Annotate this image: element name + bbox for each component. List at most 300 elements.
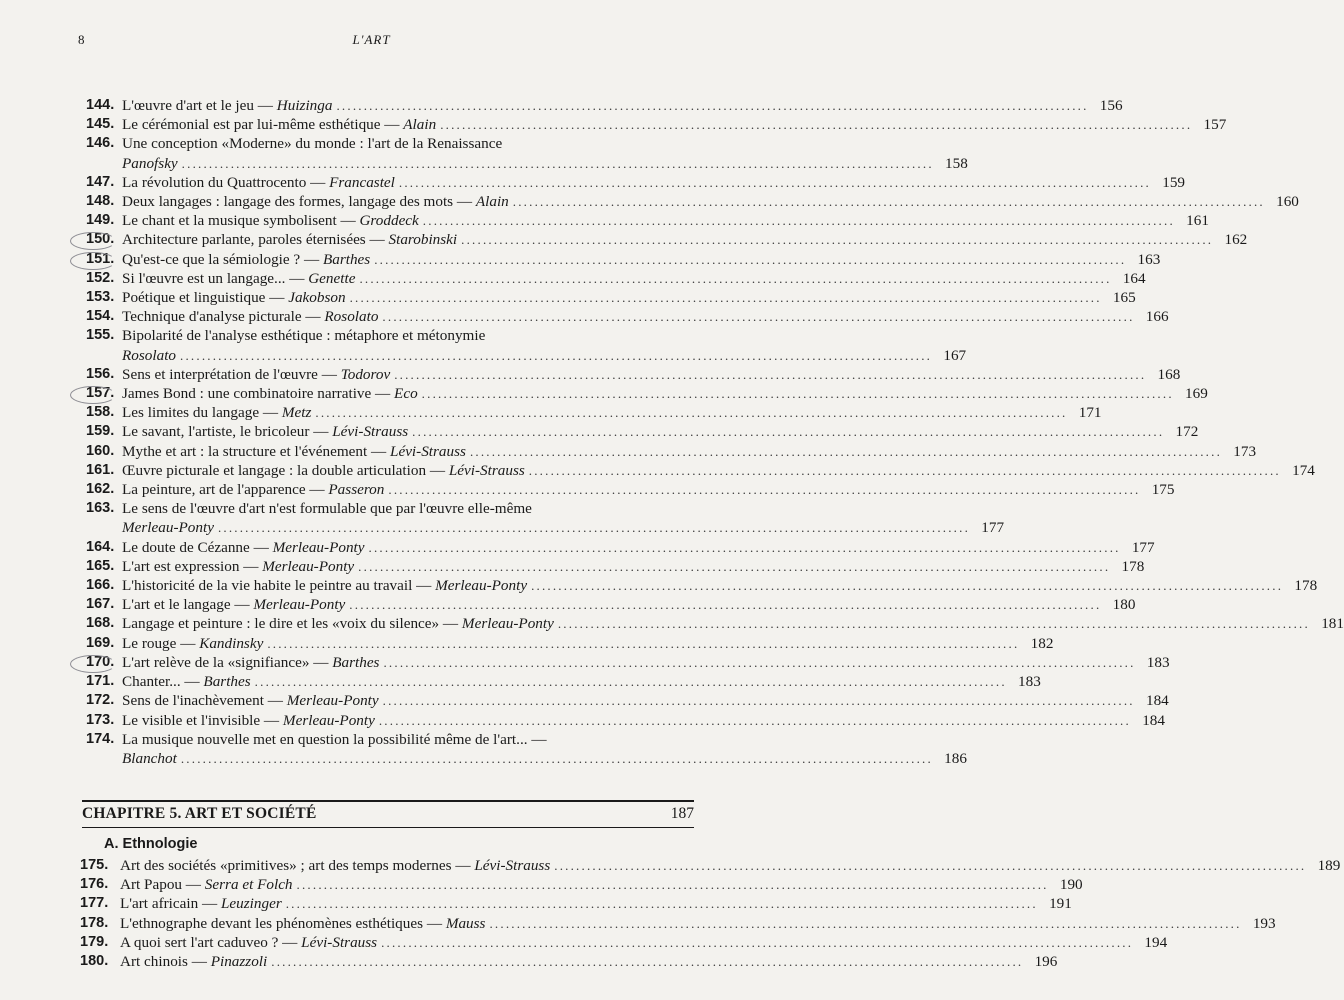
entry-page-number: 158 bbox=[945, 154, 968, 172]
entry-page-number: 180 bbox=[1112, 596, 1136, 614]
toc-entry bbox=[86, 595, 1136, 614]
entry-title bbox=[122, 365, 390, 384]
entry-body bbox=[122, 634, 1054, 653]
entry-author: Rosolato bbox=[324, 308, 379, 326]
dot-leader: .......................................................................................................................................... bbox=[285, 896, 1038, 912]
toc-entry bbox=[80, 933, 1168, 952]
toc-entry bbox=[86, 634, 1054, 653]
entry-body bbox=[120, 914, 1276, 933]
entry-number: 179. bbox=[80, 933, 109, 950]
toc-entry bbox=[86, 730, 967, 768]
entry-page-number: 178 bbox=[1294, 577, 1318, 595]
entry-page-number: 194 bbox=[1144, 933, 1168, 951]
entry-author: Serra et Folch bbox=[204, 876, 293, 894]
entry-body bbox=[122, 557, 1145, 576]
entry-title-text: Le visible et l'invisible — bbox=[122, 711, 283, 729]
entry-page-number: 177 bbox=[1131, 538, 1155, 556]
entry-body bbox=[120, 933, 1168, 952]
entry-line bbox=[122, 346, 967, 365]
entry-body bbox=[122, 384, 1208, 403]
entry-author: Barthes bbox=[203, 673, 251, 691]
entry-body bbox=[122, 691, 1169, 710]
entry-number: 167. bbox=[86, 596, 115, 613]
entry-page-number: 186 bbox=[944, 749, 967, 767]
entry-line bbox=[122, 499, 694, 518]
entry-title bbox=[122, 711, 375, 730]
dot-leader: .......................................................................................................................................... bbox=[180, 750, 933, 766]
entry-body bbox=[122, 672, 1041, 691]
entry-title-text: Architecture parlante, paroles éternisées — bbox=[122, 231, 389, 249]
toc-entry bbox=[86, 576, 1318, 595]
toc-entry bbox=[86, 250, 1161, 269]
entry-body bbox=[122, 365, 1181, 384]
entry-number: 175. bbox=[80, 857, 109, 873]
entry-number: 145. bbox=[86, 116, 115, 133]
entry-line bbox=[122, 461, 1315, 480]
entry-line bbox=[122, 115, 1227, 134]
entry-title-text: Poétique et linguistique — bbox=[122, 289, 289, 307]
entry-title-text: L'historicité de la vie habite le peintre au travail — bbox=[122, 577, 436, 595]
entry-title-text: L'art africain — bbox=[120, 895, 221, 913]
dot-leader: .......................................................................................................................................... bbox=[271, 954, 1024, 970]
entry-line bbox=[122, 230, 1248, 249]
entry-author: Pinazzoli bbox=[210, 953, 268, 971]
dot-leader: .......................................................................................................................................... bbox=[382, 693, 1135, 709]
entry-title bbox=[120, 952, 267, 971]
entry-body bbox=[120, 856, 1341, 875]
entry-page-number: 161 bbox=[1186, 212, 1209, 230]
entry-number: 178. bbox=[80, 914, 109, 931]
entry-title-text: Le cérémonial est par lui-même esthétique — bbox=[122, 116, 404, 134]
entry-page-number: 157 bbox=[1203, 116, 1227, 134]
dot-leader: .......................................................................................................................................... bbox=[336, 98, 1089, 113]
entry-author: Merleau-Ponty bbox=[122, 519, 214, 537]
entry-title bbox=[122, 288, 346, 307]
toc-entry bbox=[86, 691, 1169, 710]
entry-body bbox=[122, 461, 1315, 480]
entry-title bbox=[122, 192, 509, 211]
entry-number: 158. bbox=[86, 404, 115, 421]
entry-author: Leuzinger bbox=[220, 895, 282, 913]
toc-entry bbox=[80, 856, 1341, 875]
entry-title-text: Art Papou — bbox=[120, 876, 205, 894]
entry-number: 149. bbox=[86, 212, 115, 229]
toc-entry bbox=[86, 672, 1041, 691]
entry-line bbox=[120, 933, 1168, 952]
entry-body bbox=[122, 134, 968, 172]
entry-title-text: Le chant et la musique symbolisent — bbox=[122, 212, 360, 230]
entry-line bbox=[122, 711, 1165, 730]
toc-entry bbox=[86, 557, 1145, 576]
entry-title-text: Technique d'analyse picturale — bbox=[122, 308, 325, 326]
toc-entry bbox=[86, 461, 1315, 480]
entry-author: Merleau-Ponty bbox=[253, 596, 346, 614]
entry-author: Metz bbox=[281, 404, 312, 422]
entry-line bbox=[122, 576, 1318, 595]
entry-title bbox=[122, 173, 395, 192]
entry-title bbox=[122, 557, 354, 576]
entry-title bbox=[122, 576, 527, 595]
toc-entry bbox=[86, 288, 1136, 307]
running-head bbox=[0, 32, 743, 52]
entry-title bbox=[122, 538, 365, 557]
entry-author: Rosolato bbox=[122, 346, 177, 364]
toc-entry bbox=[86, 711, 1165, 730]
entry-number: 152. bbox=[86, 269, 115, 286]
dot-leader: .......................................................................................................................................... bbox=[469, 443, 1223, 459]
entry-page-number: 172 bbox=[1175, 423, 1199, 441]
entry-number: 163. bbox=[86, 500, 115, 517]
entry-line bbox=[122, 403, 1102, 422]
entry-title-text: Art des sociétés «primitives» ; art des temps modernes — bbox=[120, 857, 475, 874]
dot-leader: .......................................................................................................................................... bbox=[349, 597, 1102, 613]
entry-title-text: Chanter... — bbox=[122, 673, 204, 691]
toc-entry bbox=[86, 211, 1209, 230]
entry-number: 170. bbox=[86, 653, 122, 672]
toc-entry bbox=[86, 96, 1123, 115]
entry-page-number: 166 bbox=[1145, 308, 1169, 326]
toc-entry bbox=[86, 230, 1248, 249]
entry-line bbox=[122, 211, 1209, 230]
entry-author: Starobinski bbox=[388, 231, 458, 249]
entry-body bbox=[122, 173, 1186, 192]
entry-title-text: La révolution du Quattrocento — bbox=[122, 173, 330, 191]
entry-line bbox=[122, 154, 968, 173]
entry-author: Alain bbox=[403, 116, 437, 134]
entry-page-number: 178 bbox=[1121, 557, 1145, 575]
dot-leader: .......................................................................................................................................... bbox=[374, 251, 1127, 267]
entry-title-text: Le sens de l'œuvre d'art n'est formulable que par l'œuvre elle-même bbox=[122, 500, 532, 518]
dot-leader: .......................................................................................................................................... bbox=[383, 654, 1136, 670]
dot-leader: .......................................................................................................................................... bbox=[267, 635, 1020, 651]
entry-page-number: 191 bbox=[1049, 895, 1072, 913]
entry-line bbox=[122, 288, 1136, 307]
entry-line bbox=[122, 365, 1181, 384]
entry-title-text: Le doute de Cézanne — bbox=[122, 538, 273, 556]
entry-line bbox=[122, 595, 1136, 614]
entry-title bbox=[122, 134, 502, 153]
entry-title bbox=[122, 384, 418, 403]
entry-page-number: 164 bbox=[1122, 269, 1146, 287]
entry-number: 177. bbox=[80, 895, 109, 912]
chapter-page-number: 187 bbox=[670, 805, 694, 822]
entry-body bbox=[122, 192, 1299, 211]
entry-author: Lévi-Strauss bbox=[448, 461, 525, 479]
entry-title-text: James Bond : une combinatoire narrative — bbox=[122, 385, 395, 403]
entry-title-text: Une conception «Moderne» du monde : l'art de la Renaissance bbox=[122, 135, 503, 153]
entry-line bbox=[122, 653, 1170, 672]
entry-number: 159. bbox=[86, 423, 115, 440]
entry-title-text: Langage et peinture : le dire et les «voix du silence» — bbox=[122, 615, 462, 633]
entry-author: Merleau-Ponty bbox=[272, 538, 365, 556]
entry-title bbox=[120, 933, 377, 952]
entry-title-text: L'art et le langage — bbox=[122, 596, 254, 614]
entry-body bbox=[122, 480, 1175, 499]
entry-body bbox=[120, 875, 1083, 894]
entry-body bbox=[122, 288, 1136, 307]
dot-leader: .......................................................................................................................................... bbox=[181, 155, 934, 171]
entry-author: Lévi-Strauss bbox=[301, 933, 378, 951]
entry-page-number: 171 bbox=[1078, 404, 1102, 422]
entry-title bbox=[122, 749, 177, 768]
entry-title bbox=[122, 96, 332, 115]
entry-number: 157. bbox=[86, 384, 122, 403]
entry-title-text: Art chinois — bbox=[120, 953, 211, 971]
entry-page-number: 174 bbox=[1292, 461, 1315, 479]
entry-number: 169. bbox=[86, 634, 115, 651]
entry-author: Jakobson bbox=[288, 289, 346, 307]
entry-title bbox=[122, 346, 176, 365]
entry-line bbox=[120, 875, 1083, 894]
dot-leader: .......................................................................................................................................... bbox=[359, 270, 1112, 286]
toc-entry bbox=[86, 499, 1005, 537]
entry-page-number: 163 bbox=[1137, 250, 1161, 268]
entry-author: Genette bbox=[308, 269, 356, 287]
toc-entry bbox=[86, 134, 968, 172]
entry-title-text: Qu'est-ce que la sémiologie ? — bbox=[122, 250, 323, 268]
entry-title bbox=[122, 403, 311, 422]
entry-title bbox=[122, 634, 263, 653]
entry-number: 150. bbox=[86, 230, 122, 249]
entry-title bbox=[122, 518, 214, 537]
toc-entry bbox=[86, 422, 1199, 441]
dot-leader: .......................................................................................................................................... bbox=[381, 934, 1134, 950]
dot-leader: .......................................................................................................................................... bbox=[296, 877, 1049, 893]
entry-title bbox=[122, 672, 251, 691]
entry-page-number: 156 bbox=[1099, 97, 1123, 114]
entry-author: Blanchot bbox=[122, 749, 177, 767]
entry-page-number: 189 bbox=[1317, 857, 1341, 874]
dot-leader: .......................................................................................................................................... bbox=[254, 674, 1007, 690]
entry-line bbox=[120, 914, 1276, 933]
dot-leader: .......................................................................................................................................... bbox=[349, 290, 1102, 306]
entry-line bbox=[122, 192, 1299, 211]
entry-title bbox=[122, 211, 419, 230]
entry-line bbox=[122, 269, 1146, 288]
entry-number: 164. bbox=[86, 538, 115, 555]
entry-number: 166. bbox=[86, 577, 115, 594]
entry-line bbox=[122, 672, 1041, 691]
entry-page-number: 184 bbox=[1142, 711, 1165, 729]
toc-entry bbox=[86, 269, 1146, 288]
entry-title bbox=[120, 894, 282, 913]
dot-leader: .......................................................................................................................................... bbox=[422, 213, 1175, 229]
entry-number: 144. bbox=[86, 97, 115, 113]
entry-author: Passeron bbox=[328, 481, 385, 499]
entry-number: 172. bbox=[86, 692, 115, 709]
entry-number: 180. bbox=[80, 953, 109, 970]
entry-title bbox=[122, 326, 485, 345]
entry-line bbox=[122, 96, 1123, 115]
dot-leader: .......................................................................................................................................... bbox=[398, 174, 1152, 190]
entry-author: Merleau-Ponty bbox=[262, 557, 355, 575]
entry-page-number: 190 bbox=[1059, 876, 1083, 894]
entry-line bbox=[122, 134, 694, 153]
entry-number: 168. bbox=[86, 615, 115, 632]
entry-author: Panofsky bbox=[122, 154, 178, 172]
entry-author: Barthes bbox=[332, 653, 380, 671]
entry-title bbox=[120, 914, 485, 933]
entry-title bbox=[122, 499, 532, 518]
entry-line bbox=[120, 856, 1341, 875]
entry-title-text: Bipolarité de l'analyse esthétique : métaphore et métonymie bbox=[122, 327, 486, 345]
entry-page-number: 160 bbox=[1276, 193, 1299, 211]
entry-body bbox=[122, 115, 1227, 134]
entry-line bbox=[122, 634, 1054, 653]
entry-title bbox=[122, 691, 379, 710]
entry-title-text: L'ethnographe devant les phénomènes esthétiques — bbox=[120, 914, 446, 932]
entry-page-number: 184 bbox=[1145, 692, 1169, 710]
entry-title-text: Le rouge — bbox=[122, 634, 200, 652]
dot-leader: .......................................................................................................................................... bbox=[489, 915, 1242, 931]
entry-page-number: 173 bbox=[1233, 442, 1257, 460]
entry-number: 171. bbox=[86, 673, 115, 690]
entry-title-text: Sens et interprétation de l'œuvre — bbox=[122, 365, 341, 383]
entry-page-number: 193 bbox=[1252, 914, 1276, 932]
entry-line bbox=[122, 614, 1344, 633]
dot-leader: .......................................................................................................................................... bbox=[528, 462, 1281, 478]
entry-title bbox=[122, 422, 408, 441]
entry-author: Lévi-Strauss bbox=[332, 423, 409, 441]
entry-title-text: Le savant, l'artiste, le bricoleur — bbox=[122, 423, 333, 441]
entry-author: Francastel bbox=[329, 173, 395, 191]
entry-line bbox=[122, 730, 694, 749]
entry-author: Barthes bbox=[322, 250, 371, 268]
section-table-of-contents bbox=[80, 856, 1341, 971]
toc-entry bbox=[86, 307, 1169, 326]
chapter-heading bbox=[82, 800, 694, 828]
entry-title-text: Sens de l'inachèvement — bbox=[122, 692, 287, 710]
entry-body bbox=[122, 576, 1318, 595]
running-title: L'ART bbox=[352, 32, 391, 47]
entry-line bbox=[122, 518, 1005, 537]
entry-body bbox=[122, 211, 1209, 230]
entry-title-text: Mythe et art : la structure et l'événement — bbox=[122, 442, 390, 460]
entry-author: Eco bbox=[394, 385, 418, 403]
toc-entry bbox=[86, 480, 1175, 499]
toc-entry bbox=[86, 384, 1208, 403]
dot-leader: .......................................................................................................................................... bbox=[368, 539, 1121, 555]
dot-leader: .......................................................................................................................................... bbox=[557, 616, 1310, 632]
entry-title bbox=[122, 730, 547, 749]
entry-number: 174. bbox=[86, 730, 115, 747]
entry-body bbox=[122, 403, 1102, 422]
entry-line bbox=[122, 480, 1175, 499]
entry-title bbox=[120, 875, 293, 894]
entry-title bbox=[122, 154, 178, 173]
dot-leader: .......................................................................................................................................... bbox=[554, 858, 1307, 873]
entry-author: Merleau-Ponty bbox=[286, 692, 379, 710]
entry-body bbox=[122, 538, 1155, 557]
entry-title bbox=[122, 480, 384, 499]
entry-author: Groddeck bbox=[359, 212, 419, 230]
dot-leader: .......................................................................................................................................... bbox=[512, 194, 1265, 210]
toc-entry bbox=[86, 403, 1102, 422]
entry-page-number: 196 bbox=[1034, 953, 1058, 971]
section-title: A. Ethnologie bbox=[104, 836, 198, 852]
dot-leader: .......................................................................................................................................... bbox=[180, 347, 933, 363]
entry-number: 146. bbox=[86, 135, 115, 152]
entry-title-text: Les limites du langage — bbox=[122, 404, 282, 422]
toc-entry bbox=[86, 115, 1227, 134]
entry-body bbox=[120, 952, 1058, 971]
entry-number: 176. bbox=[80, 876, 109, 893]
dot-leader: .......................................................................................................................................... bbox=[394, 366, 1147, 382]
entry-number: 154. bbox=[86, 308, 115, 325]
entry-line bbox=[120, 952, 1058, 971]
entry-body bbox=[122, 499, 1005, 537]
toc-entry bbox=[86, 192, 1299, 211]
entry-author: Kandinsky bbox=[199, 634, 264, 652]
toc-entry bbox=[80, 875, 1083, 894]
entry-body bbox=[122, 422, 1199, 441]
dot-leader: .......................................................................................................................................... bbox=[388, 482, 1141, 498]
dot-leader: .......................................................................................................................................... bbox=[461, 232, 1214, 248]
entry-page-number: 183 bbox=[1018, 673, 1041, 691]
entry-page-number: 165 bbox=[1112, 289, 1136, 307]
entry-number: 147. bbox=[86, 173, 115, 190]
entry-page-number: 183 bbox=[1146, 653, 1170, 671]
entry-body bbox=[122, 307, 1169, 326]
toc-entry bbox=[86, 365, 1181, 384]
dot-leader: .......................................................................................................................................... bbox=[378, 712, 1131, 728]
chapter-title: CHAPITRE 5. ART ET SOCIÉTÉ bbox=[82, 805, 317, 822]
entry-number: 151. bbox=[86, 250, 122, 269]
entry-author: Merleau-Ponty bbox=[435, 577, 528, 595]
entry-page-number: 177 bbox=[981, 519, 1005, 537]
entry-author: Merleau-Ponty bbox=[282, 711, 375, 729]
entry-line bbox=[122, 307, 1169, 326]
entry-author: Lévi-Strauss bbox=[390, 442, 466, 460]
entry-body bbox=[122, 653, 1170, 672]
entry-number: 156. bbox=[86, 365, 115, 382]
entry-line bbox=[122, 422, 1199, 441]
dot-leader: .......................................................................................................................................... bbox=[421, 386, 1174, 402]
dot-leader: .......................................................................................................................................... bbox=[315, 405, 1068, 421]
entry-title bbox=[120, 856, 550, 875]
entry-title bbox=[122, 230, 457, 249]
toc-entry bbox=[86, 614, 1344, 633]
entry-title bbox=[122, 307, 378, 326]
entry-title-text: Œuvre picturale et langage : la double articulation — bbox=[122, 461, 449, 479]
entry-number: 161. bbox=[86, 461, 115, 478]
entry-number: 153. bbox=[86, 289, 115, 306]
toc-entry bbox=[86, 538, 1155, 557]
dot-leader: .......................................................................................................................................... bbox=[382, 309, 1135, 325]
entry-title bbox=[122, 250, 370, 269]
entry-title-text: La musique nouvelle met en question la possibilité même de l'art... — bbox=[122, 730, 547, 748]
toc-entry bbox=[86, 173, 1186, 192]
entry-body bbox=[122, 730, 967, 768]
entry-page-number: 168 bbox=[1157, 365, 1181, 383]
entry-line bbox=[122, 557, 1145, 576]
entry-title bbox=[122, 115, 436, 134]
entry-author: Huizinga bbox=[276, 97, 333, 114]
entry-number: 148. bbox=[86, 193, 115, 210]
entry-page-number: 167 bbox=[943, 346, 967, 364]
toc-entry bbox=[80, 894, 1072, 913]
entry-title-text: A quoi sert l'art caduveo ? — bbox=[120, 933, 302, 951]
entry-title bbox=[122, 461, 525, 480]
entry-number: 173. bbox=[86, 711, 115, 728]
entry-line bbox=[122, 173, 1186, 192]
entry-author: Lévi-Strauss bbox=[474, 857, 551, 874]
dot-leader: .......................................................................................................................................... bbox=[531, 578, 1284, 594]
dot-leader: .......................................................................................................................................... bbox=[358, 558, 1111, 574]
entry-line bbox=[120, 894, 1072, 913]
entry-body bbox=[122, 711, 1165, 730]
entry-title bbox=[122, 269, 355, 288]
